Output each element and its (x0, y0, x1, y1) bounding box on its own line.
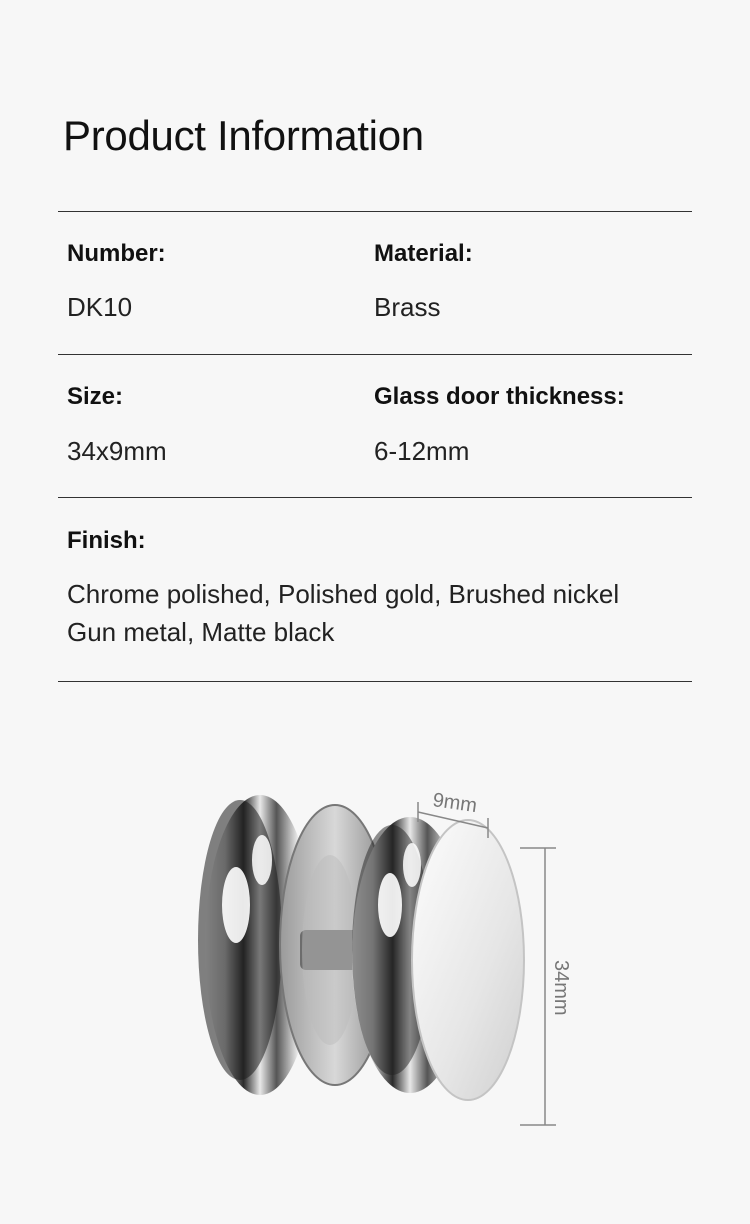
finish-line-2: Gun metal, Matte black (67, 617, 335, 647)
height-dimension: 34mm (550, 960, 572, 1016)
finish-label: Finish: (67, 527, 146, 554)
material-value: Brass (374, 292, 441, 322)
finish-line-1: Chrome polished, Polished gold, Brushed nickel (67, 579, 620, 609)
page-title: Product Information (63, 112, 424, 159)
glass-thickness-label: Glass door thickness: (374, 383, 625, 410)
size-label: Size: (67, 383, 124, 410)
divider (58, 211, 692, 212)
product-image (0, 700, 750, 1220)
glass-thickness-value: 6-12mm (374, 436, 470, 466)
divider (58, 497, 692, 498)
finish-value (67, 575, 619, 651)
divider (58, 681, 692, 682)
divider (58, 354, 692, 355)
material-label: Material: (374, 240, 473, 267)
number-label: Number: (67, 240, 166, 267)
size-value: 34x9mm (67, 436, 167, 466)
width-dimension: 9mm (431, 789, 479, 818)
number-value: DK10 (67, 292, 133, 322)
